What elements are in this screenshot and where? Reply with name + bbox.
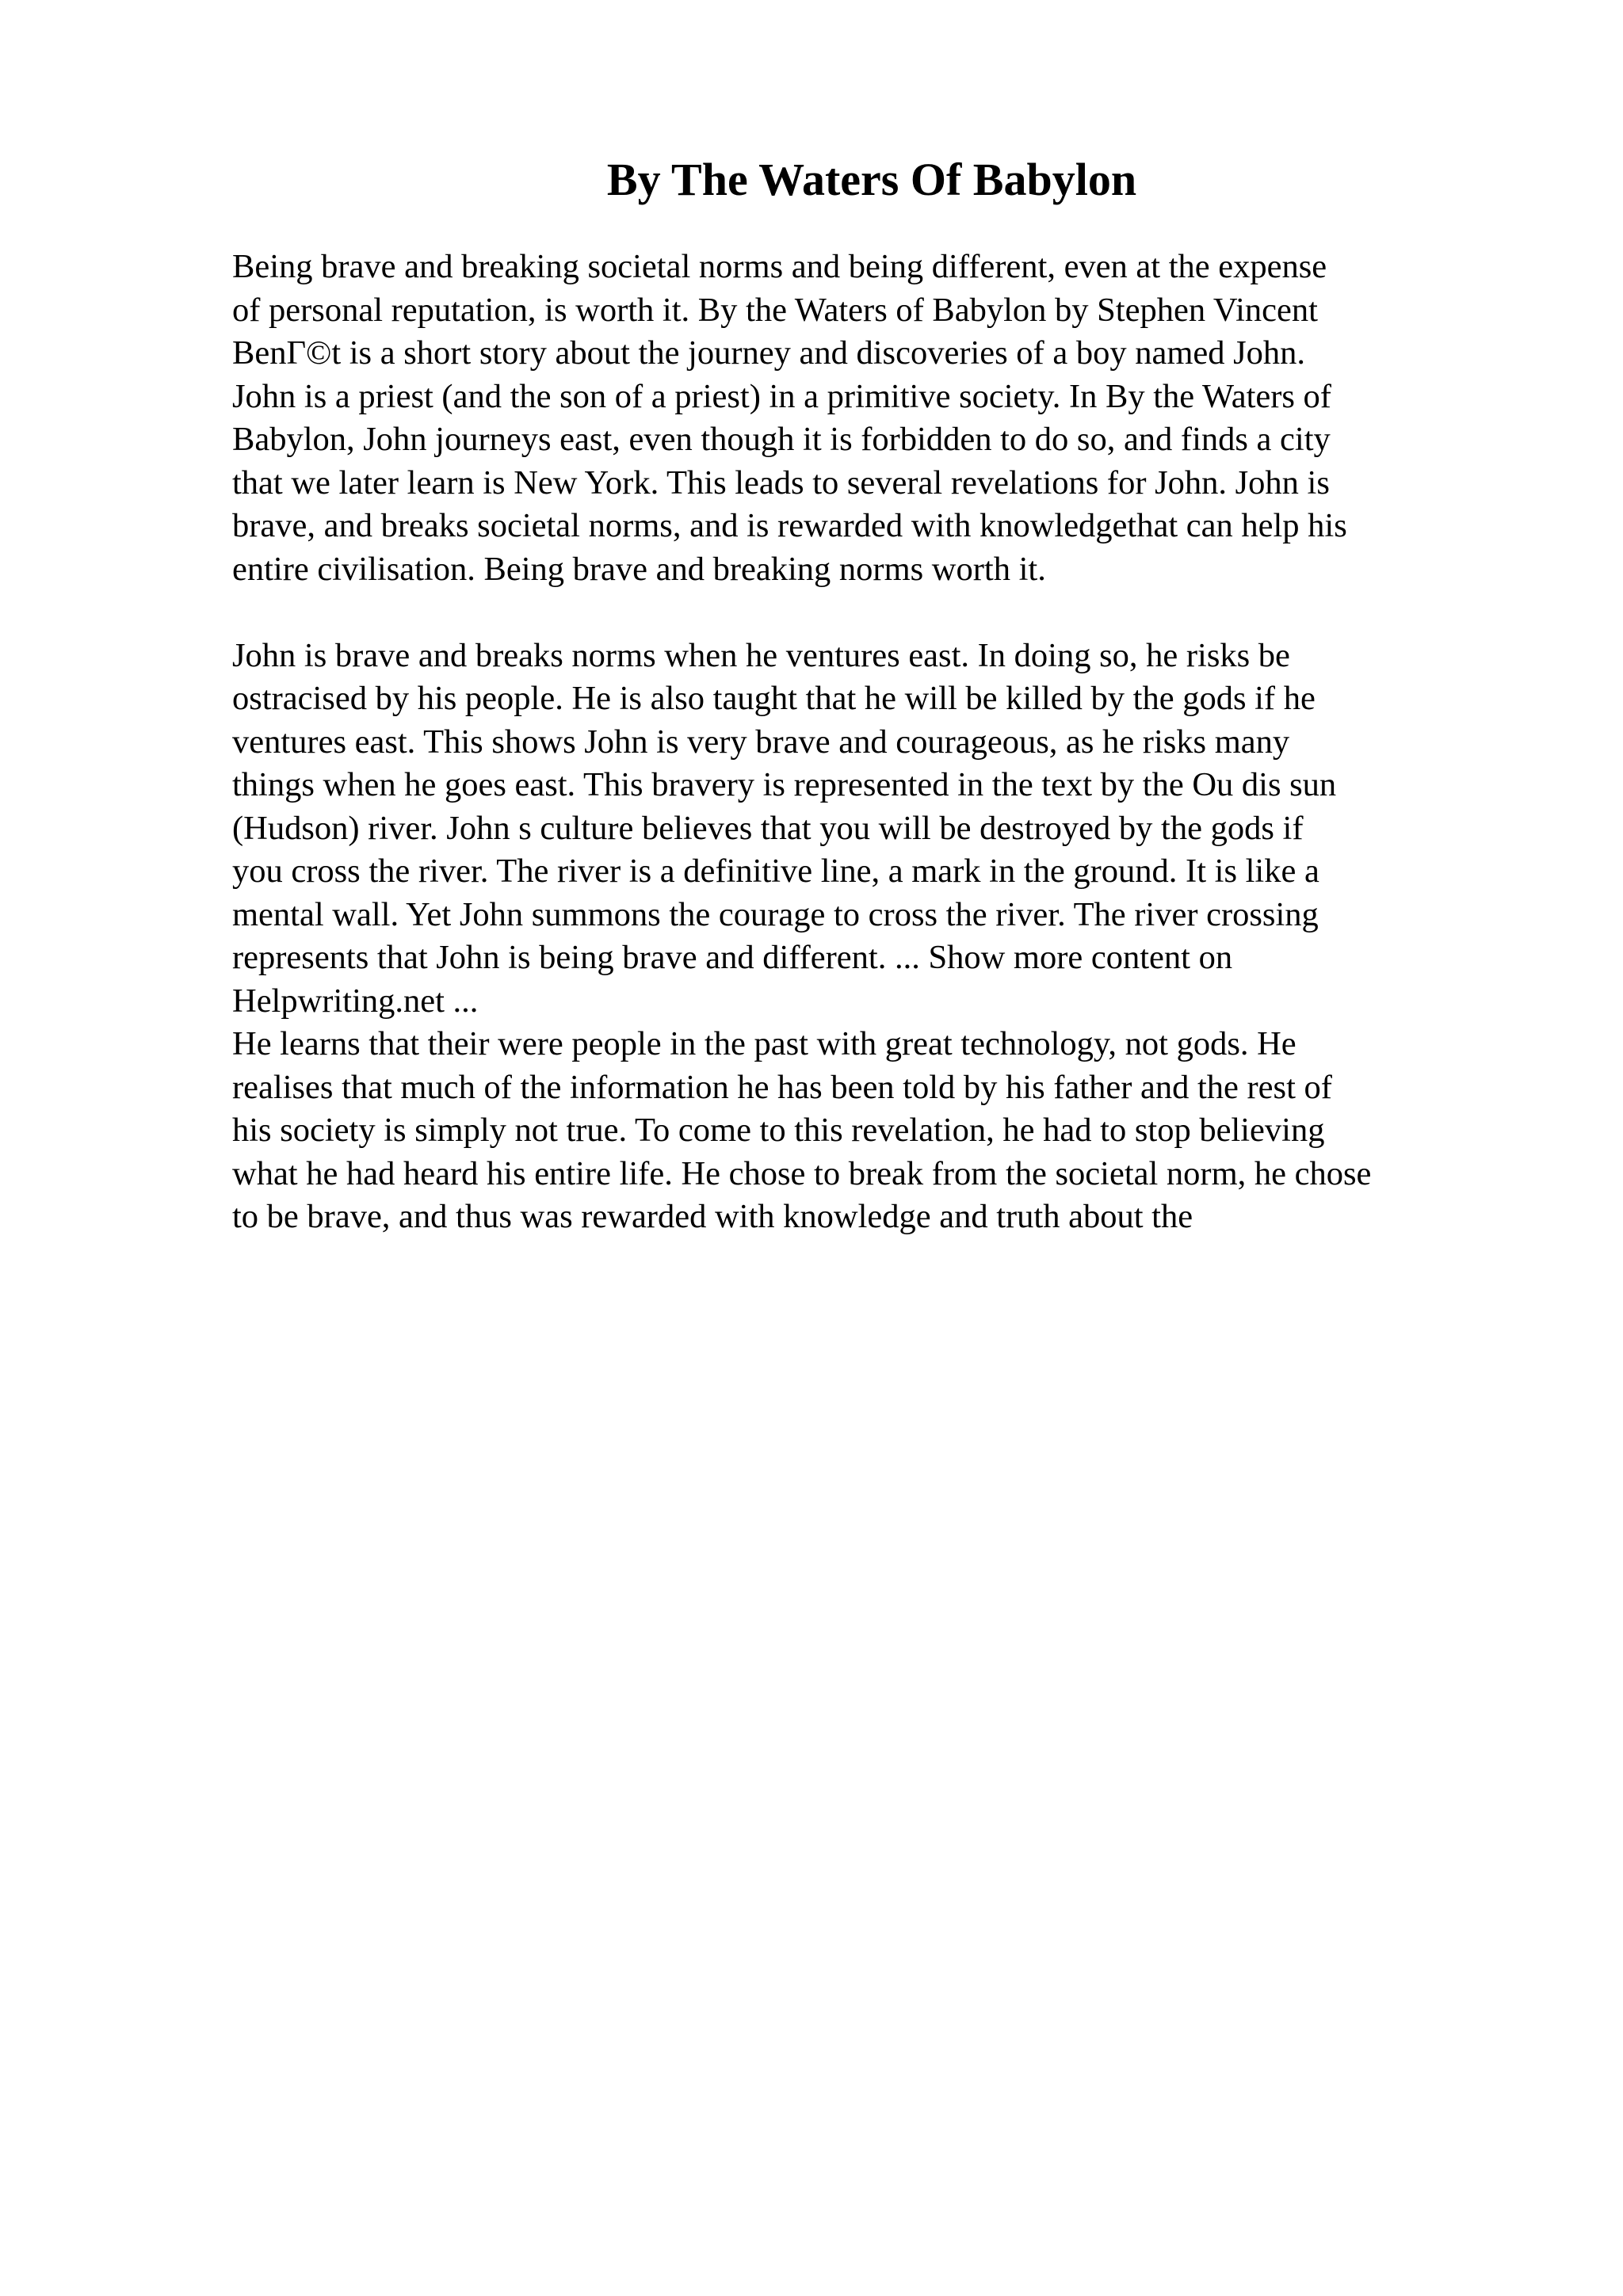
document-title: By The Waters Of Babylon <box>606 154 1137 205</box>
text-line: his society is simply not true. To come to this revelation, he had to stop believing <box>232 1112 1325 1149</box>
text-line: ostracised by his people. He is also taught that he will be killed by the gods if he <box>232 680 1316 717</box>
text-line: mental wall. Yet John summons the courage to cross the river. The river crossing <box>232 895 1319 933</box>
text-line: Helpwriting.net ... <box>232 982 479 1020</box>
text-line: of personal reputation, is worth it. By the Waters of Babylon by Stephen Vincent <box>232 291 1318 329</box>
text-line: John is a priest (and the son of a priest) in a primitive society. In By the Waters of <box>232 377 1331 415</box>
text-line: what he had heard his entire life. He chose to break from the societal norm, he chose <box>232 1154 1372 1192</box>
text-line: realises that much of the information he has been told by his father and the rest of <box>232 1068 1332 1106</box>
paragraph-1 <box>232 246 1500 591</box>
text-line: entire civilisation. Being brave and breaking norms worth it. <box>232 550 1046 588</box>
text-line: things when he goes east. This bravery is represented in the text by the Ou dis sun <box>232 766 1337 803</box>
document-body <box>232 246 1500 1239</box>
text-line: brave, and breaks societal norms, and is rewarded with knowledgethat can help his <box>232 507 1347 544</box>
text-line: Being brave and breaking societal norms and being different, even at the expense <box>232 248 1327 285</box>
text-line: you cross the river. The river is a definitive line, a mark in the ground. It is like a <box>232 852 1319 890</box>
text-line: to be brave, and thus was rewarded with knowledge and truth about the <box>232 1198 1193 1235</box>
text-line: BenΓ©t is a short story about the journey and discoveries of a boy named John. <box>232 334 1306 372</box>
text-line: John is brave and breaks norms when he ventures east. In doing so, he risks be <box>232 636 1290 674</box>
paragraph-3 <box>232 1023 1500 1239</box>
text-line: He learns that their were people in the past with great technology, not gods. He <box>232 1025 1296 1062</box>
paragraph-spacer <box>232 591 1500 635</box>
text-line: that we later learn is New York. This leads to several revelations for John. John is <box>232 463 1330 502</box>
text-line: ventures east. This shows John is very brave and courageous, as he risks many <box>232 723 1290 761</box>
text-line: represents that John is being brave and different. ... Show more content on <box>232 939 1233 976</box>
text-line: (Hudson) river. John s culture believes that you will be destroyed by the gods if <box>232 809 1304 847</box>
paragraph-2 <box>232 635 1500 1024</box>
text-line: Babylon, John journeys east, even though it is forbidden to do so, and finds a city <box>232 421 1331 458</box>
